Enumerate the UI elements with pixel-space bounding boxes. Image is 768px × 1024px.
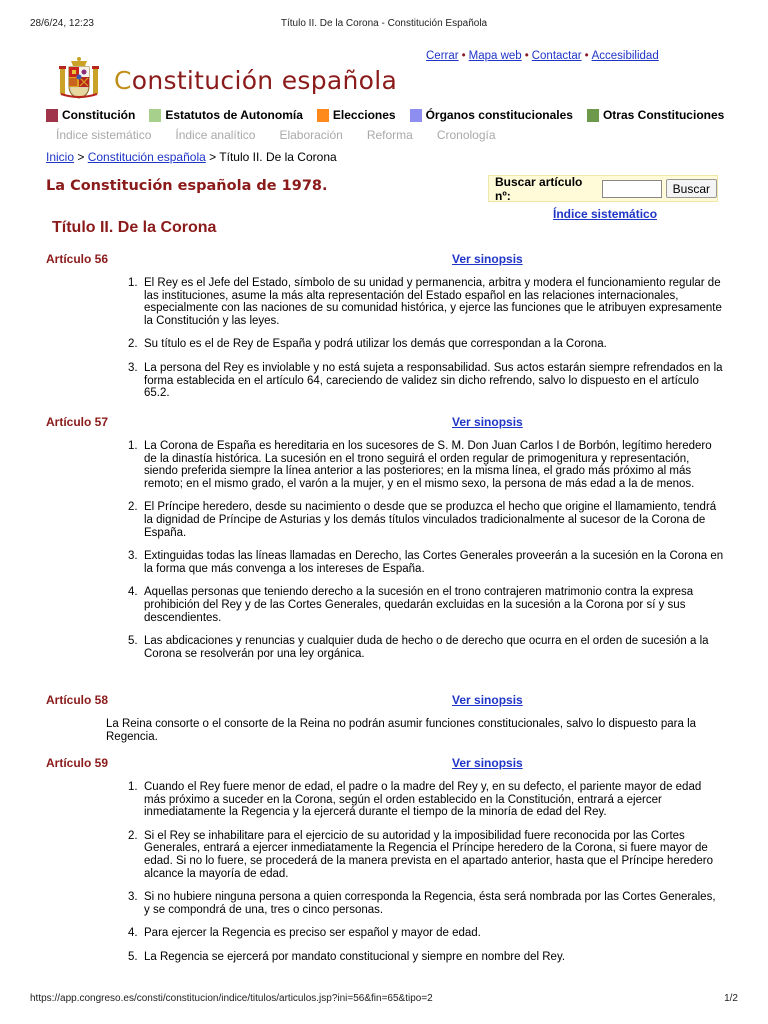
print-page-number: 1/2 (724, 993, 738, 1004)
top-links (426, 50, 659, 62)
nav-item-label: Elecciones (332, 108, 396, 122)
nav-color-square-icon (149, 109, 161, 122)
article-59 (0, 756, 768, 964)
nav-item-constitucion[interactable] (46, 108, 135, 122)
article-58 (0, 693, 768, 744)
nav-item-label: Órganos constitucionales (425, 108, 573, 122)
breadcrumb-separator: > (77, 150, 85, 164)
article-number-input[interactable] (602, 180, 662, 198)
ver-sinopsis-link[interactable]: Ver sinopsis (452, 693, 523, 707)
article-search-box (488, 175, 718, 202)
nav-color-square-icon (317, 109, 329, 122)
article-text: La Reina consorte o el consorte de la Reina no podrán asumir funciones constitucionales, salvo lo dispuesto para la Regencia. (106, 718, 697, 743)
list-item: 2. Si el Rey se inhabilitare para el ejercicio de su autoridad y la imposibilidad fuere reconocida por las Cortes Generales, entrará a ejercer inmediatamente la Regencia el Príncipe heredero de la Corona, si fuere mayor de edad. Si no lo fuere, se procederá de la manera prevista en el apartado anterior, hasta que el Príncipe heredero alcance la mayoría de edad. (128, 829, 713, 880)
list-item: 5. La Regencia se ejercerá por mandato constitucional y siempre en nombre del Rey. (128, 950, 566, 963)
close-link[interactable]: Cerrar (426, 50, 459, 62)
print-header (0, 0, 768, 36)
print-page-title: Título II. De la Corona - Constitución Española (280, 18, 488, 29)
page-heading: La Constitución española de 1978. (46, 178, 328, 194)
article-56 (0, 252, 768, 400)
ver-sinopsis-link[interactable]: Ver sinopsis (452, 756, 523, 770)
nav-item-otras[interactable] (587, 108, 724, 122)
nav-color-square-icon (587, 109, 599, 122)
breadcrumb-current: Título II. De la Corona (219, 150, 337, 164)
subnav-elaboracion[interactable]: Elaboración (279, 128, 343, 142)
list-item: 4. Para ejercer la Regencia es preciso ser español y mayor de edad. (128, 927, 481, 940)
breadcrumb-home-link[interactable]: Inicio (46, 150, 75, 164)
list-item: 4. Aquellas personas que teniendo derecho a la sucesión en el trono contrajeren matrimonio contra la expresa prohibición del Rey y de las Cortes Generales, quedarán excluidas en la sucesión a la Corona por sí y sus descendientes. (128, 586, 694, 624)
article-label: Artículo 56 (46, 252, 109, 266)
article-label: Artículo 57 (46, 415, 109, 429)
top-links-separator: • (584, 50, 589, 62)
list-item: 2. El Príncipe heredero, desde su nacimiento o desde que se produzca el hecho que origine el llamamiento, tendrá la dignidad de Príncipe de Asturias y los demás títulos vinculados tradicionalmente al sucesor de la Corona de España. (128, 501, 717, 539)
breadcrumb-section-link[interactable]: Constitución española (87, 150, 206, 164)
top-links-separator: • (461, 50, 466, 62)
print-datetime: 28/6/24, 12:23 (30, 18, 94, 29)
site-title[interactable] (114, 66, 397, 95)
contact-link[interactable]: Contactar (531, 50, 582, 62)
breadcrumb-separator: > (209, 150, 217, 164)
nav-item-elecciones[interactable] (317, 108, 396, 122)
subnav-reforma[interactable]: Reforma (366, 128, 413, 142)
nav-item-estatutos[interactable] (149, 108, 303, 122)
nav-color-square-icon (410, 109, 422, 122)
top-links-separator: • (524, 50, 529, 62)
breadcrumb (46, 150, 337, 164)
ver-sinopsis-link[interactable]: Ver sinopsis (452, 252, 523, 266)
list-item: 3. La persona del Rey es inviolable y no está sujeta a responsabilidad. Sus actos estarán siempre refrendados en la forma establecida en el artículo 64, careciendo de validez sin dicho refrendo, salvo lo dispuesto en el artículo 65.2. (128, 361, 723, 400)
accessibility-link[interactable]: Accesibilidad (591, 50, 659, 62)
subnav-indice-analitico[interactable]: Índice analítico (175, 128, 256, 142)
nav-item-label: Estatutos de Autonomía (165, 108, 303, 122)
nav-item-label: Constitución (62, 108, 136, 122)
indice-sistematico-link[interactable]: Índice sistemático (553, 207, 658, 221)
list-item: 3. Extinguidas todas las líneas llamadas en Derecho, las Cortes Generales proveerán a la sucesión en la Corona en la forma que más convenga a los intereses de España. (128, 550, 724, 575)
article-57 (0, 415, 768, 660)
article-label: Artículo 59 (46, 756, 109, 770)
list-item: 3. Si no hubiere ninguna persona a quien corresponda la Regencia, ésta será nombrada por las Cortes Generales, y se compondrá de una, tres o cinco personas. (128, 891, 716, 916)
coat-of-arms-icon (58, 56, 100, 100)
sitemap-link[interactable]: Mapa web (468, 50, 522, 62)
site-title-initial: C (114, 66, 132, 95)
list-item: 1. El Rey es el Jefe del Estado, símbolo de su unidad y permanencia, arbitra y modera el funcionamiento regular de las instituciones, asume la más alta representación del Estado español en las relaciones internacionales, especialmente con las naciones de su comunidad histórica, y ejerce las funciones que le atribuyen expresamente la Constitución y las leyes. (128, 277, 722, 327)
ver-sinopsis-link[interactable]: Ver sinopsis (452, 415, 523, 429)
nav-color-square-icon (46, 109, 58, 122)
subnav-indice-sistematico[interactable]: Índice sistemático (56, 128, 152, 142)
nav-item-label: Otras Constituciones (602, 108, 725, 122)
site-title-rest: onstitución española (131, 66, 398, 95)
search-button[interactable]: Buscar (666, 179, 717, 198)
list-item: 2. Su título es el de Rey de España y podrá utilizar los demás que correspondan a la Corona. (128, 338, 607, 351)
article-label: Artículo 58 (46, 693, 109, 707)
nav-item-organos[interactable] (410, 108, 573, 122)
coat-of-arms-logo[interactable] (58, 56, 100, 100)
titulo-heading: Título II. De la Corona (52, 219, 217, 236)
main-nav (46, 108, 724, 122)
search-label: Buscar artículo nº: (495, 174, 583, 203)
print-url: https://app.congreso.es/consti/constitucion/indice/titulos/articulos.jsp?ini=56&fin=65&tipo=2 (30, 993, 433, 1004)
list-item: 5. Las abdicaciones y renuncias y cualquier duda de hecho o de derecho que ocurra en el orden de sucesión a la Corona se resolverán por una ley orgánica. (128, 635, 709, 660)
list-item: 1. La Corona de España es hereditaria en los sucesores de S. M. Don Juan Carlos I de Borbón, legítimo heredero de la dinastía histórica. La sucesión en el trono seguirá el orden regular de primogenitura y representación, siendo preferida siempre la línea anterior a las posteriores; en la misma línea, el grado más próximo al más remoto; en el mismo grado, el varón a la mujer, y en el mismo sexo, la persona de más edad a la de menos. (128, 440, 712, 490)
sub-nav (56, 128, 496, 142)
list-item: 1. Cuando el Rey fuere menor de edad, el padre o la madre del Rey y, en su defecto, el pariente mayor de edad más próximo a suceder en la Corona, según el orden establecido en la Constitución, entrará a ejercer inmediatamente la Regencia y la ejercerá durante el tiempo de la minoría de edad del Rey. (128, 781, 702, 819)
subnav-cronologia[interactable]: Cronología (436, 128, 496, 142)
